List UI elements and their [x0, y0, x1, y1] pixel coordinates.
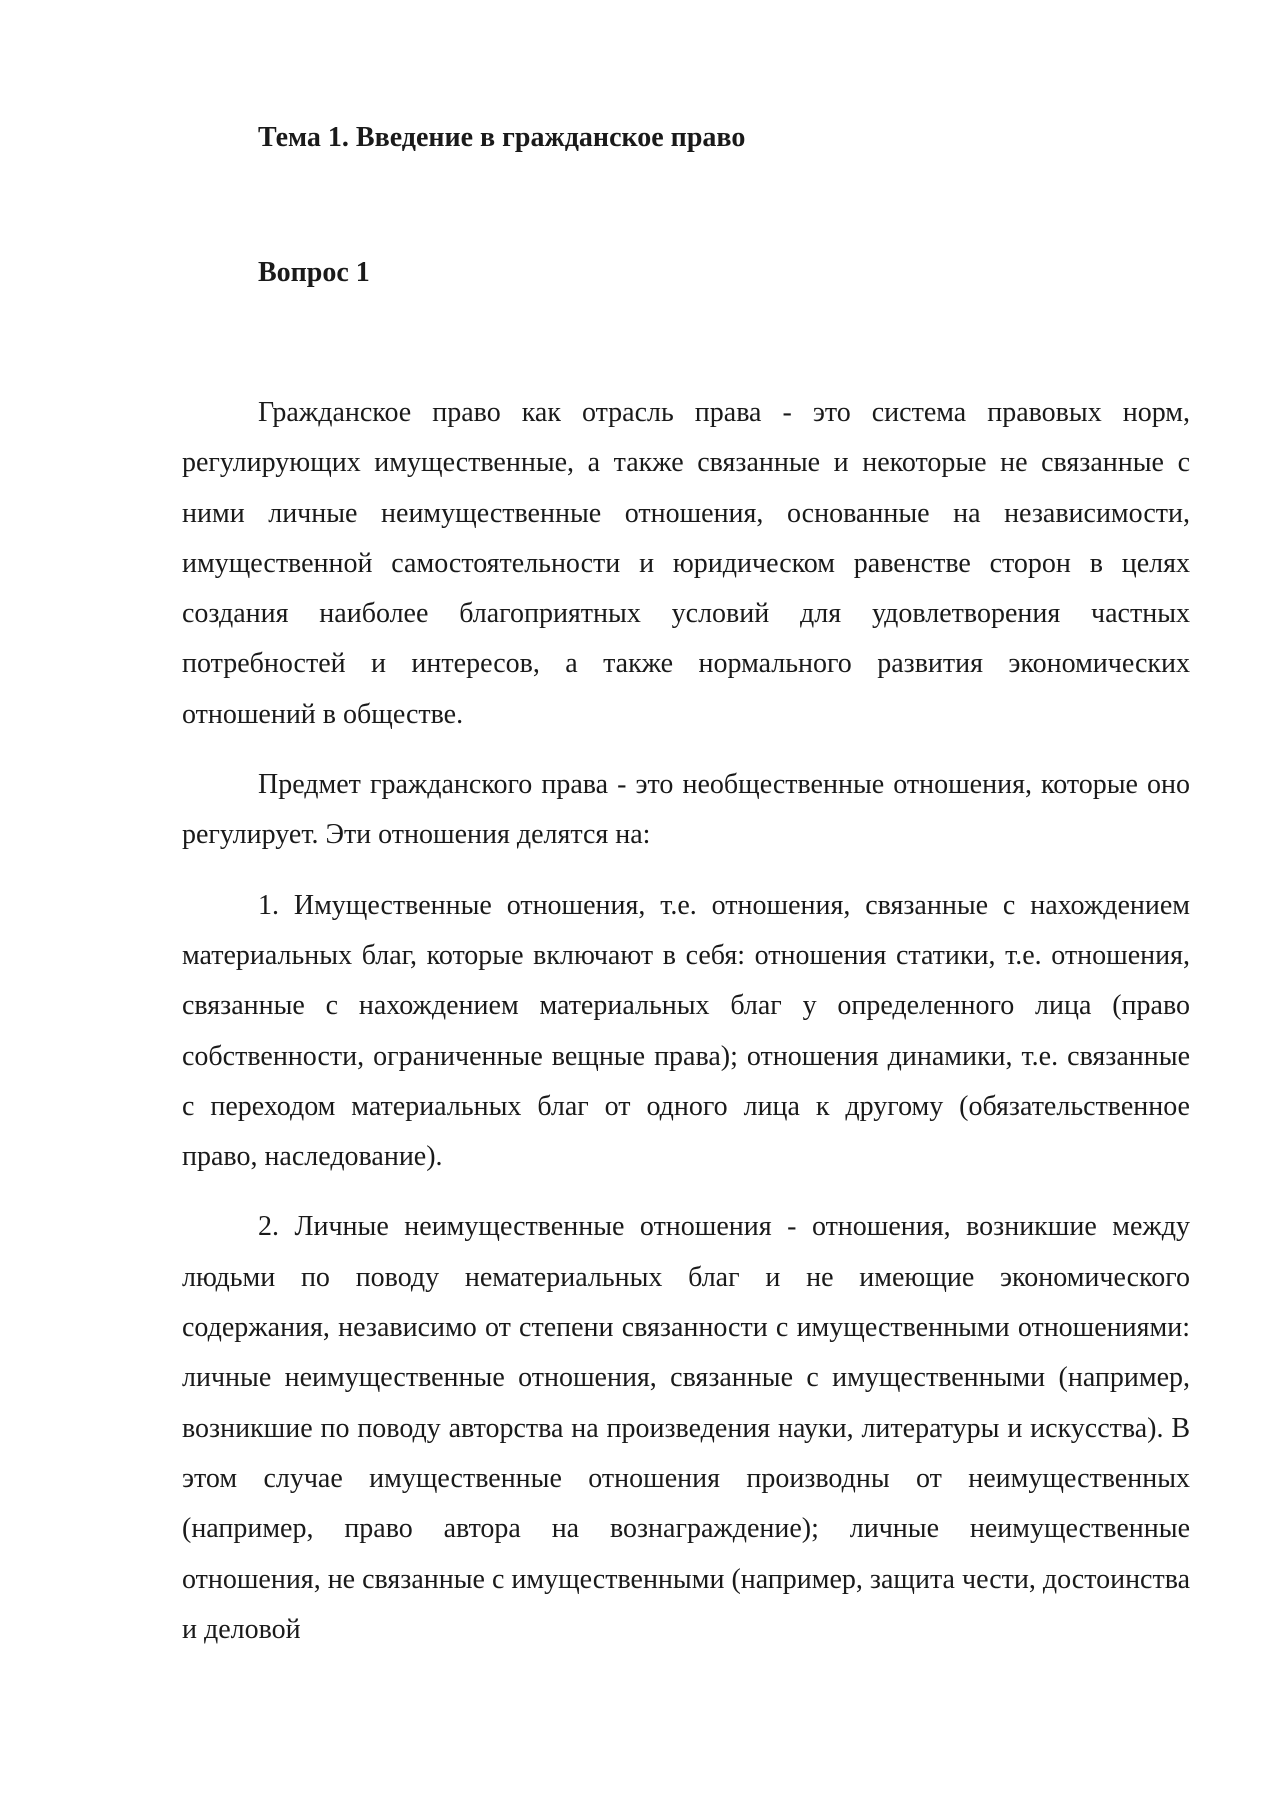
- paragraph-definition: Гражданское право как отрасль права - это система правовых норм, регулирующих имущественные, а также связанные и некоторые не связанные с ними личные неимущественные отношения, основанные на независимости, имущественной самостоятельности и юридическом равенстве сторон в целях создания наиболее благоприятных условий для удовлетворения частных потребностей и интересов, а также нормального развития экономических отношений в обществе.: [182, 397, 1190, 730]
- paragraph-property-relations: 1. Имущественные отношения, т.е. отношения, связанные с нахождением материальных благ, которые включают в себя: отношения статики, т.е. отношения, связанные с нахождением материальных благ у определенного лица (право собственности, ограниченные вещные права); отношения динамики, т.е. связанные с переходом материальных благ от одного лица к другому (обязательственное право, наследование).: [182, 889, 1190, 1173]
- question-title: Вопрос 1: [258, 257, 370, 288]
- paragraph-personal-relations: 2. Личные неимущественные отношения - отношения, возникшие между людьми по поводу нематериальных благ и не имеющие экономического содержания, независимо от степени связанности с имущественными отношениями: личные неимущественные отношения, связанные с имущественными (например, возникшие по поводу авторства на произведения науки, литературы и искусства). В этом случае имущественные отношения производны от неимущественных (например, право автора на вознаграждение); личные неимущественные отношения, не связанные с имущественными (например, защита чести, достоинства и деловой: [182, 1211, 1190, 1645]
- paragraph-subject: Предмет гражданского права - это необщественные отношения, которые оно регулирует. Эти отношения делятся на:: [182, 769, 1190, 851]
- topic-title: Тема 1. Введение в гражданское право: [258, 122, 746, 153]
- document-body: [182, 388, 1190, 1655]
